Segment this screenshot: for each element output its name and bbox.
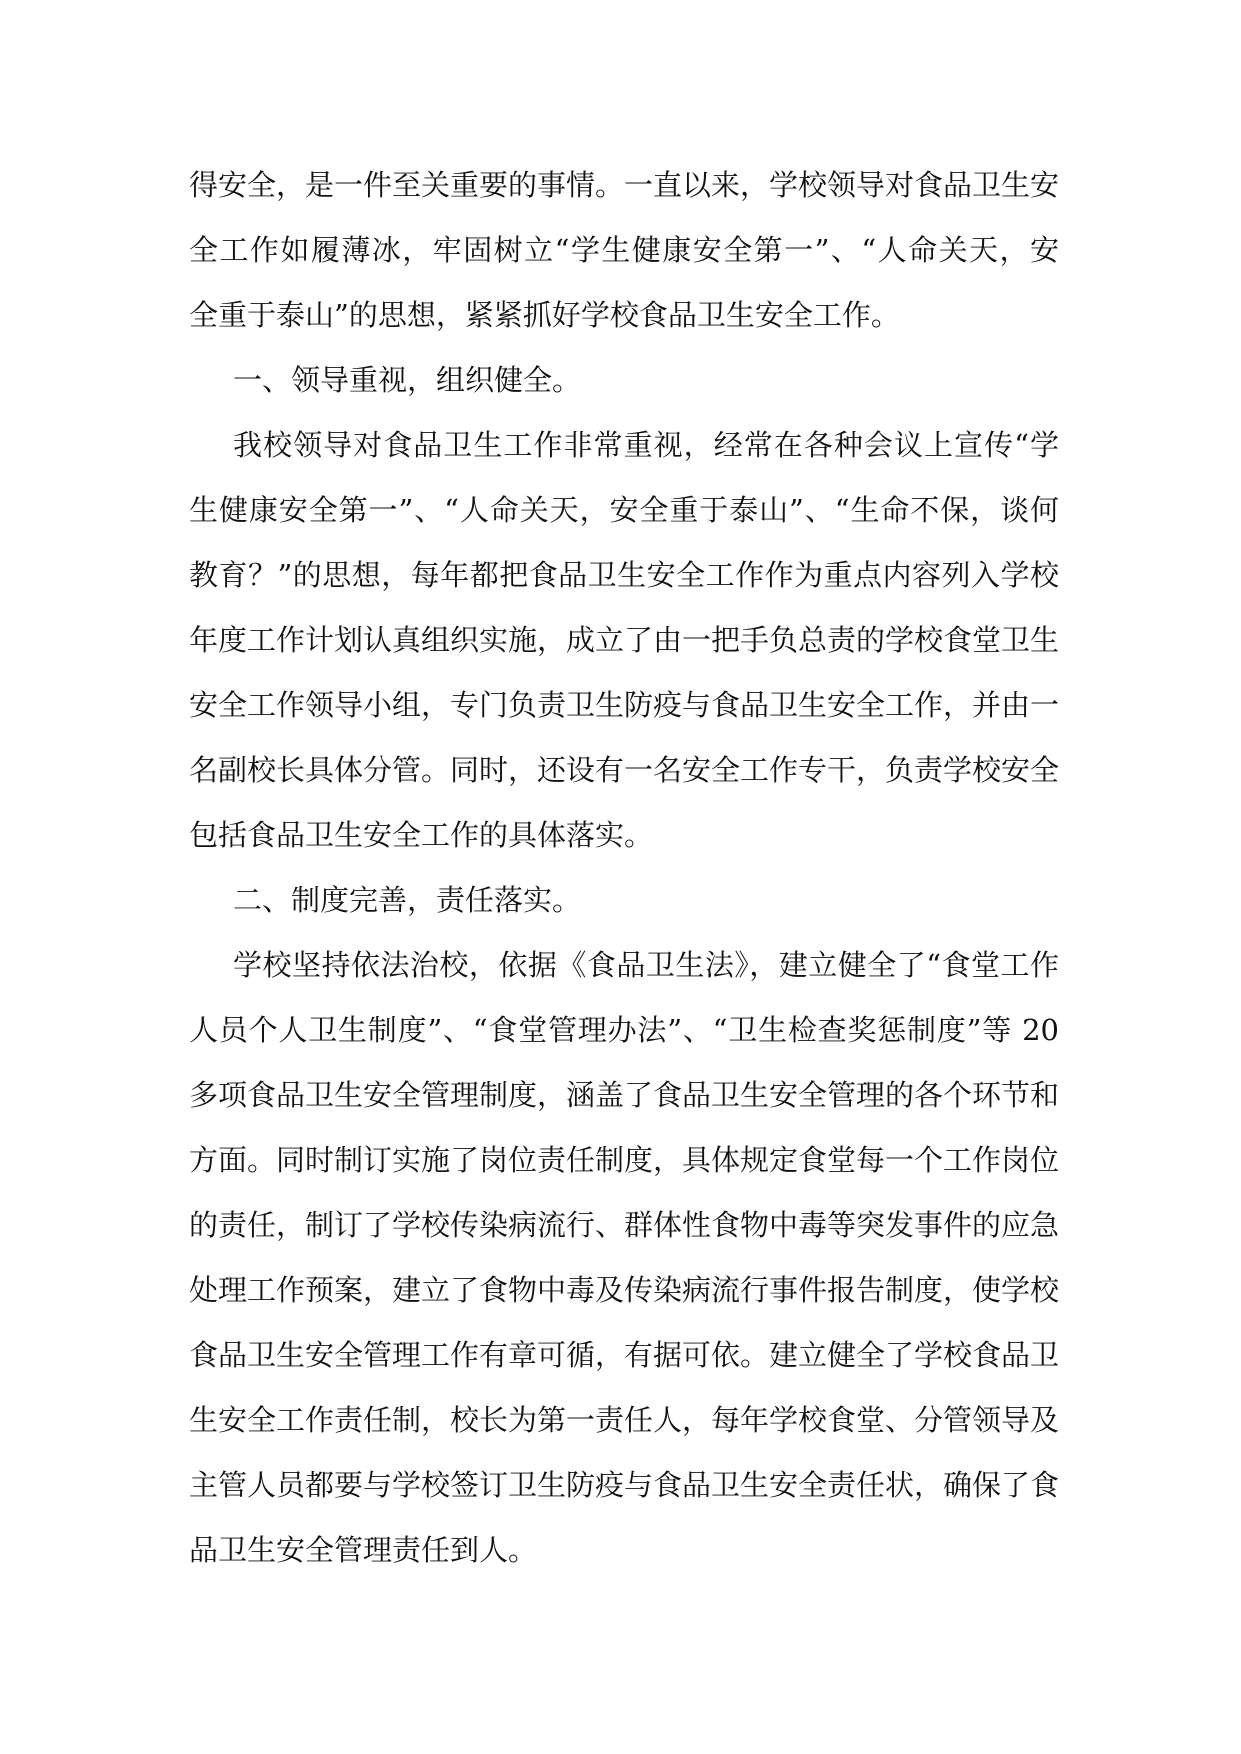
text-line: 多项食品卫生安全管理制度，涵盖了食品卫生安全管理的各个环节和 (189, 1078, 1060, 1112)
text-line: 得安全，是一件至关重要的事情。一直以来，学校领导对食品卫生安 (189, 168, 1060, 202)
text-line: 学校坚持依法治校，依据《食品卫生法》，建立健全了“食堂工作 (233, 948, 1059, 982)
text-line: 处理工作预案，建立了食物中毒及传染病流行事件报告制度，使学校 (189, 1273, 1060, 1307)
text-line: 人员个人卫生制度”、“食堂管理办法”、“卫生检查奖惩制度”等 20 (189, 1013, 1059, 1047)
text-line: 全重于泰山”的思想，紧紧抓好学校食品卫生安全工作。 (189, 298, 900, 332)
text-line: 名副校长具体分管。同时，还设有一名安全工作专干，负责学校安全 (189, 753, 1060, 787)
text-line: 我校领导对食品卫生工作非常重视，经常在各种会议上宣传“学 (233, 428, 1059, 462)
document-body (189, 153, 1059, 1583)
section-heading-1: 一、领导重视，组织健全。 (233, 363, 582, 397)
text-line: 全工作如履薄冰，牢固树立“学生健康安全第一”、“人命关天，安 (189, 233, 1059, 267)
text-line: 年度工作计划认真组织实施，成立了由一把手负总责的学校食堂卫生 (189, 623, 1060, 657)
text-line: 方面。同时制订实施了岗位责任制度，具体规定食堂每一个工作岗位 (189, 1143, 1060, 1177)
text-line: 生健康安全第一”、“人命关天，安全重于泰山”、“生命不保，谈何 (189, 493, 1059, 527)
section-heading-2: 二、制度完善，责任落实。 (233, 883, 582, 917)
text-line: 的责任，制订了学校传染病流行、群体性食物中毒等突发事件的应急 (189, 1208, 1060, 1242)
text-line: 包括食品卫生安全工作的具体落实。 (189, 818, 654, 852)
text-line: 生安全工作责任制，校长为第一责任人，每年学校食堂、分管领导及 (189, 1403, 1060, 1437)
text-line: 安全工作领导小组，专门负责卫生防疫与食品卫生安全工作，并由一 (189, 688, 1060, 722)
text-line: 主管人员都要与学校签订卫生防疫与食品卫生安全责任状，确保了食 (189, 1468, 1060, 1502)
text-line: 食品卫生安全管理工作有章可循，有据可依。建立健全了学校食品卫 (189, 1338, 1060, 1372)
text-line: 教育？”的思想，每年都把食品卫生安全工作作为重点内容列入学校 (189, 558, 1059, 592)
text-line: 品卫生安全管理责任到人。 (189, 1533, 538, 1567)
